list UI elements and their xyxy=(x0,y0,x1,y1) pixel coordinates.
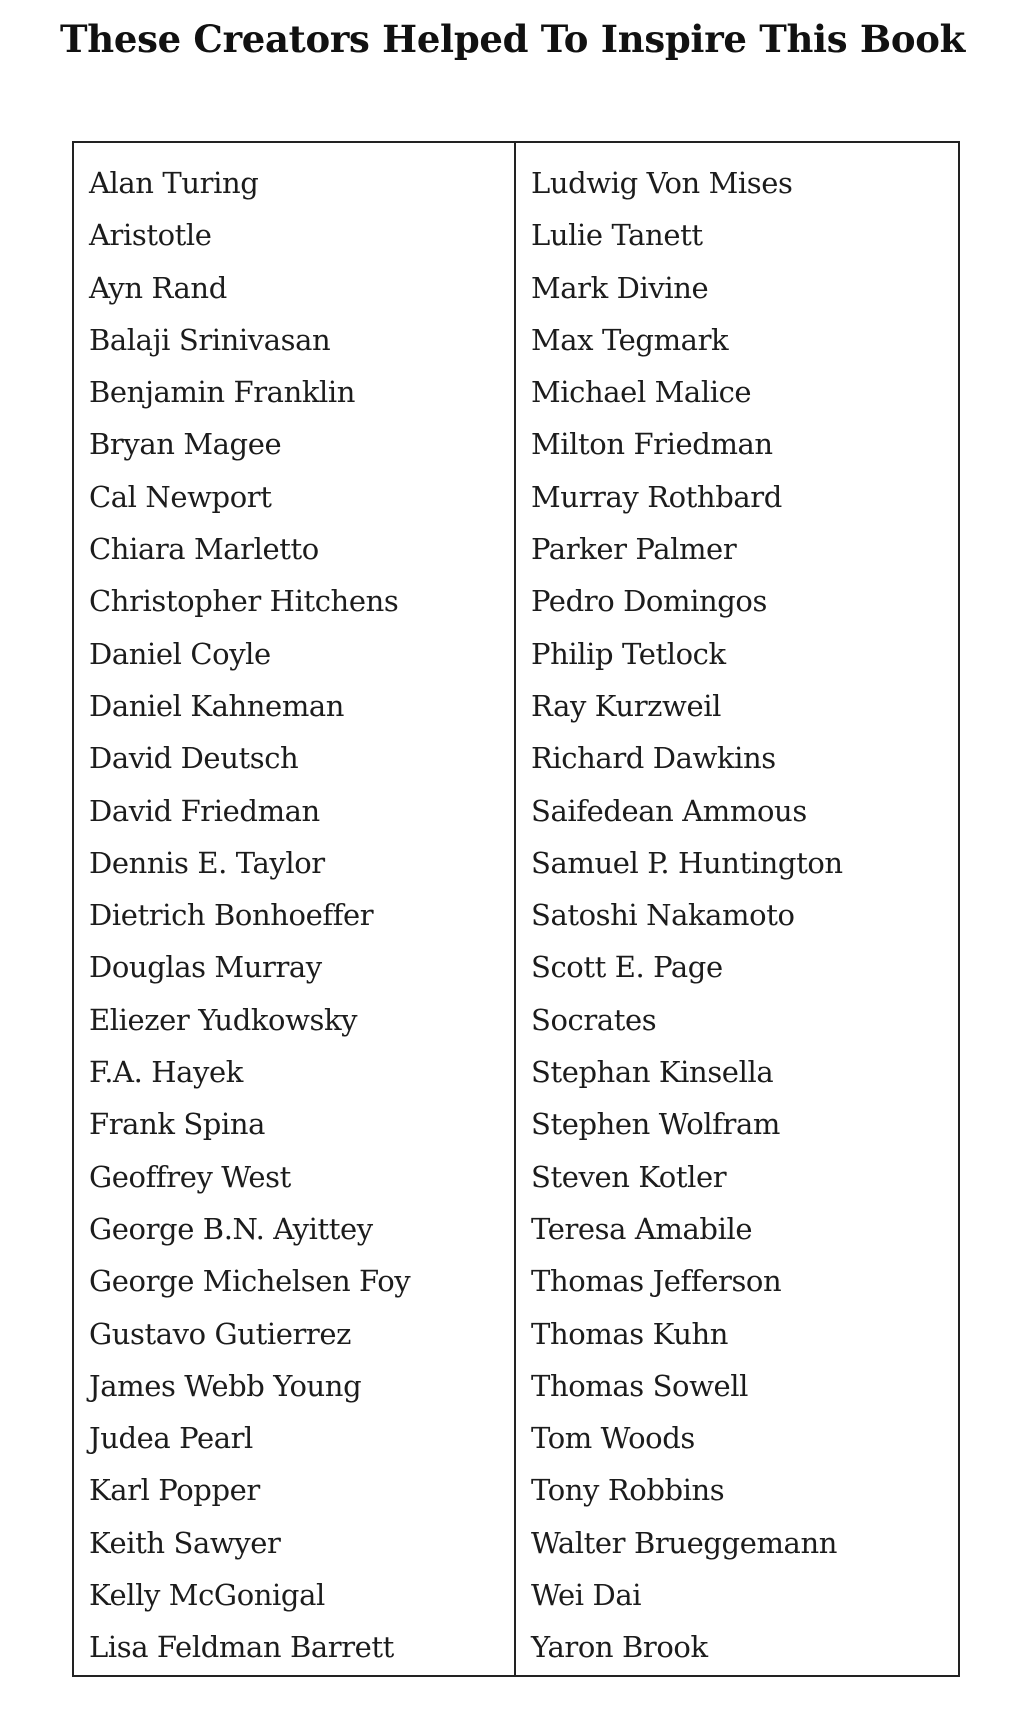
name-cell: Benjamin Franklin xyxy=(89,375,356,410)
name-cell: Murray Rothbard xyxy=(531,479,782,514)
name-cell: Keith Sawyer xyxy=(89,1525,281,1560)
name-cell: Geoffrey West xyxy=(89,1159,291,1194)
name-cell: Tony Robbins xyxy=(531,1473,725,1508)
name-cell: Parker Palmer xyxy=(531,532,737,567)
name-cell: Karl Popper xyxy=(89,1473,260,1508)
name-cell: Mark Divine xyxy=(531,270,709,305)
name-cell: Scott E. Page xyxy=(531,950,723,985)
name-cell: Frank Spina xyxy=(89,1107,266,1142)
name-cell: Lisa Feldman Barrett xyxy=(89,1630,394,1665)
name-cell: Chiara Marletto xyxy=(89,532,319,567)
name-cell: Thomas Jefferson xyxy=(531,1264,782,1299)
name-cell: Yaron Brook xyxy=(531,1630,708,1665)
name-cell: Balaji Srinivasan xyxy=(89,322,331,357)
name-cell: Cal Newport xyxy=(89,479,272,514)
name-cell: Christopher Hitchens xyxy=(89,584,399,619)
name-cell: Samuel P. Huntington xyxy=(531,845,843,880)
name-cell: Steven Kotler xyxy=(531,1159,727,1194)
name-cell: Ayn Rand xyxy=(89,270,227,305)
creators-table xyxy=(72,141,960,1677)
name-cell: Socrates xyxy=(531,1002,657,1037)
name-cell: Richard Dawkins xyxy=(531,741,776,776)
name-cell: Gustavo Gutierrez xyxy=(89,1316,352,1351)
name-cell: Thomas Kuhn xyxy=(531,1316,729,1351)
name-cell: Dennis E. Taylor xyxy=(89,845,325,880)
name-cell: Satoshi Nakamoto xyxy=(531,898,795,933)
name-cell: George B.N. Ayittey xyxy=(89,1211,373,1246)
name-cell: F.A. Hayek xyxy=(89,1055,243,1090)
name-cell: James Webb Young xyxy=(89,1368,362,1403)
name-cell: Dietrich Bonhoeffer xyxy=(89,898,374,933)
name-cell: Kelly McGonigal xyxy=(89,1578,325,1613)
name-cell: George Michelsen Foy xyxy=(89,1264,411,1299)
name-cell: Wei Dai xyxy=(531,1578,642,1613)
name-cell: Bryan Magee xyxy=(89,427,282,462)
name-cell: Philip Tetlock xyxy=(531,636,726,671)
name-cell: Walter Brueggemann xyxy=(531,1525,837,1560)
name-cell: Stephen Wolfram xyxy=(531,1107,780,1142)
name-cell: Michael Malice xyxy=(531,375,752,410)
name-cell: Eliezer Yudkowsky xyxy=(89,1002,358,1037)
name-cell: Milton Friedman xyxy=(531,427,773,462)
name-cell: Max Tegmark xyxy=(531,322,729,357)
left-column xyxy=(74,143,516,1675)
name-cell: David Deutsch xyxy=(89,741,299,776)
page-title: These Creators Helped To Inspire This Book xyxy=(60,17,965,61)
name-cell: Teresa Amabile xyxy=(531,1211,753,1246)
right-column xyxy=(516,143,958,1675)
name-cell: Pedro Domingos xyxy=(531,584,767,619)
name-cell: Aristotle xyxy=(89,218,212,253)
name-cell: Douglas Murray xyxy=(89,950,322,985)
name-cell: Judea Pearl xyxy=(89,1421,253,1456)
name-cell: Daniel Coyle xyxy=(89,636,271,671)
name-cell: Thomas Sowell xyxy=(531,1368,749,1403)
name-cell: Stephan Kinsella xyxy=(531,1055,774,1090)
name-cell: Daniel Kahneman xyxy=(89,688,345,723)
name-cell: Ludwig Von Mises xyxy=(531,166,793,200)
name-cell: David Friedman xyxy=(89,793,320,828)
name-cell: Saifedean Ammous xyxy=(531,793,807,828)
name-cell: Tom Woods xyxy=(531,1421,695,1456)
name-cell: Ray Kurzweil xyxy=(531,688,721,723)
name-cell: Alan Turing xyxy=(89,166,259,200)
name-cell: Lulie Tanett xyxy=(531,218,703,253)
